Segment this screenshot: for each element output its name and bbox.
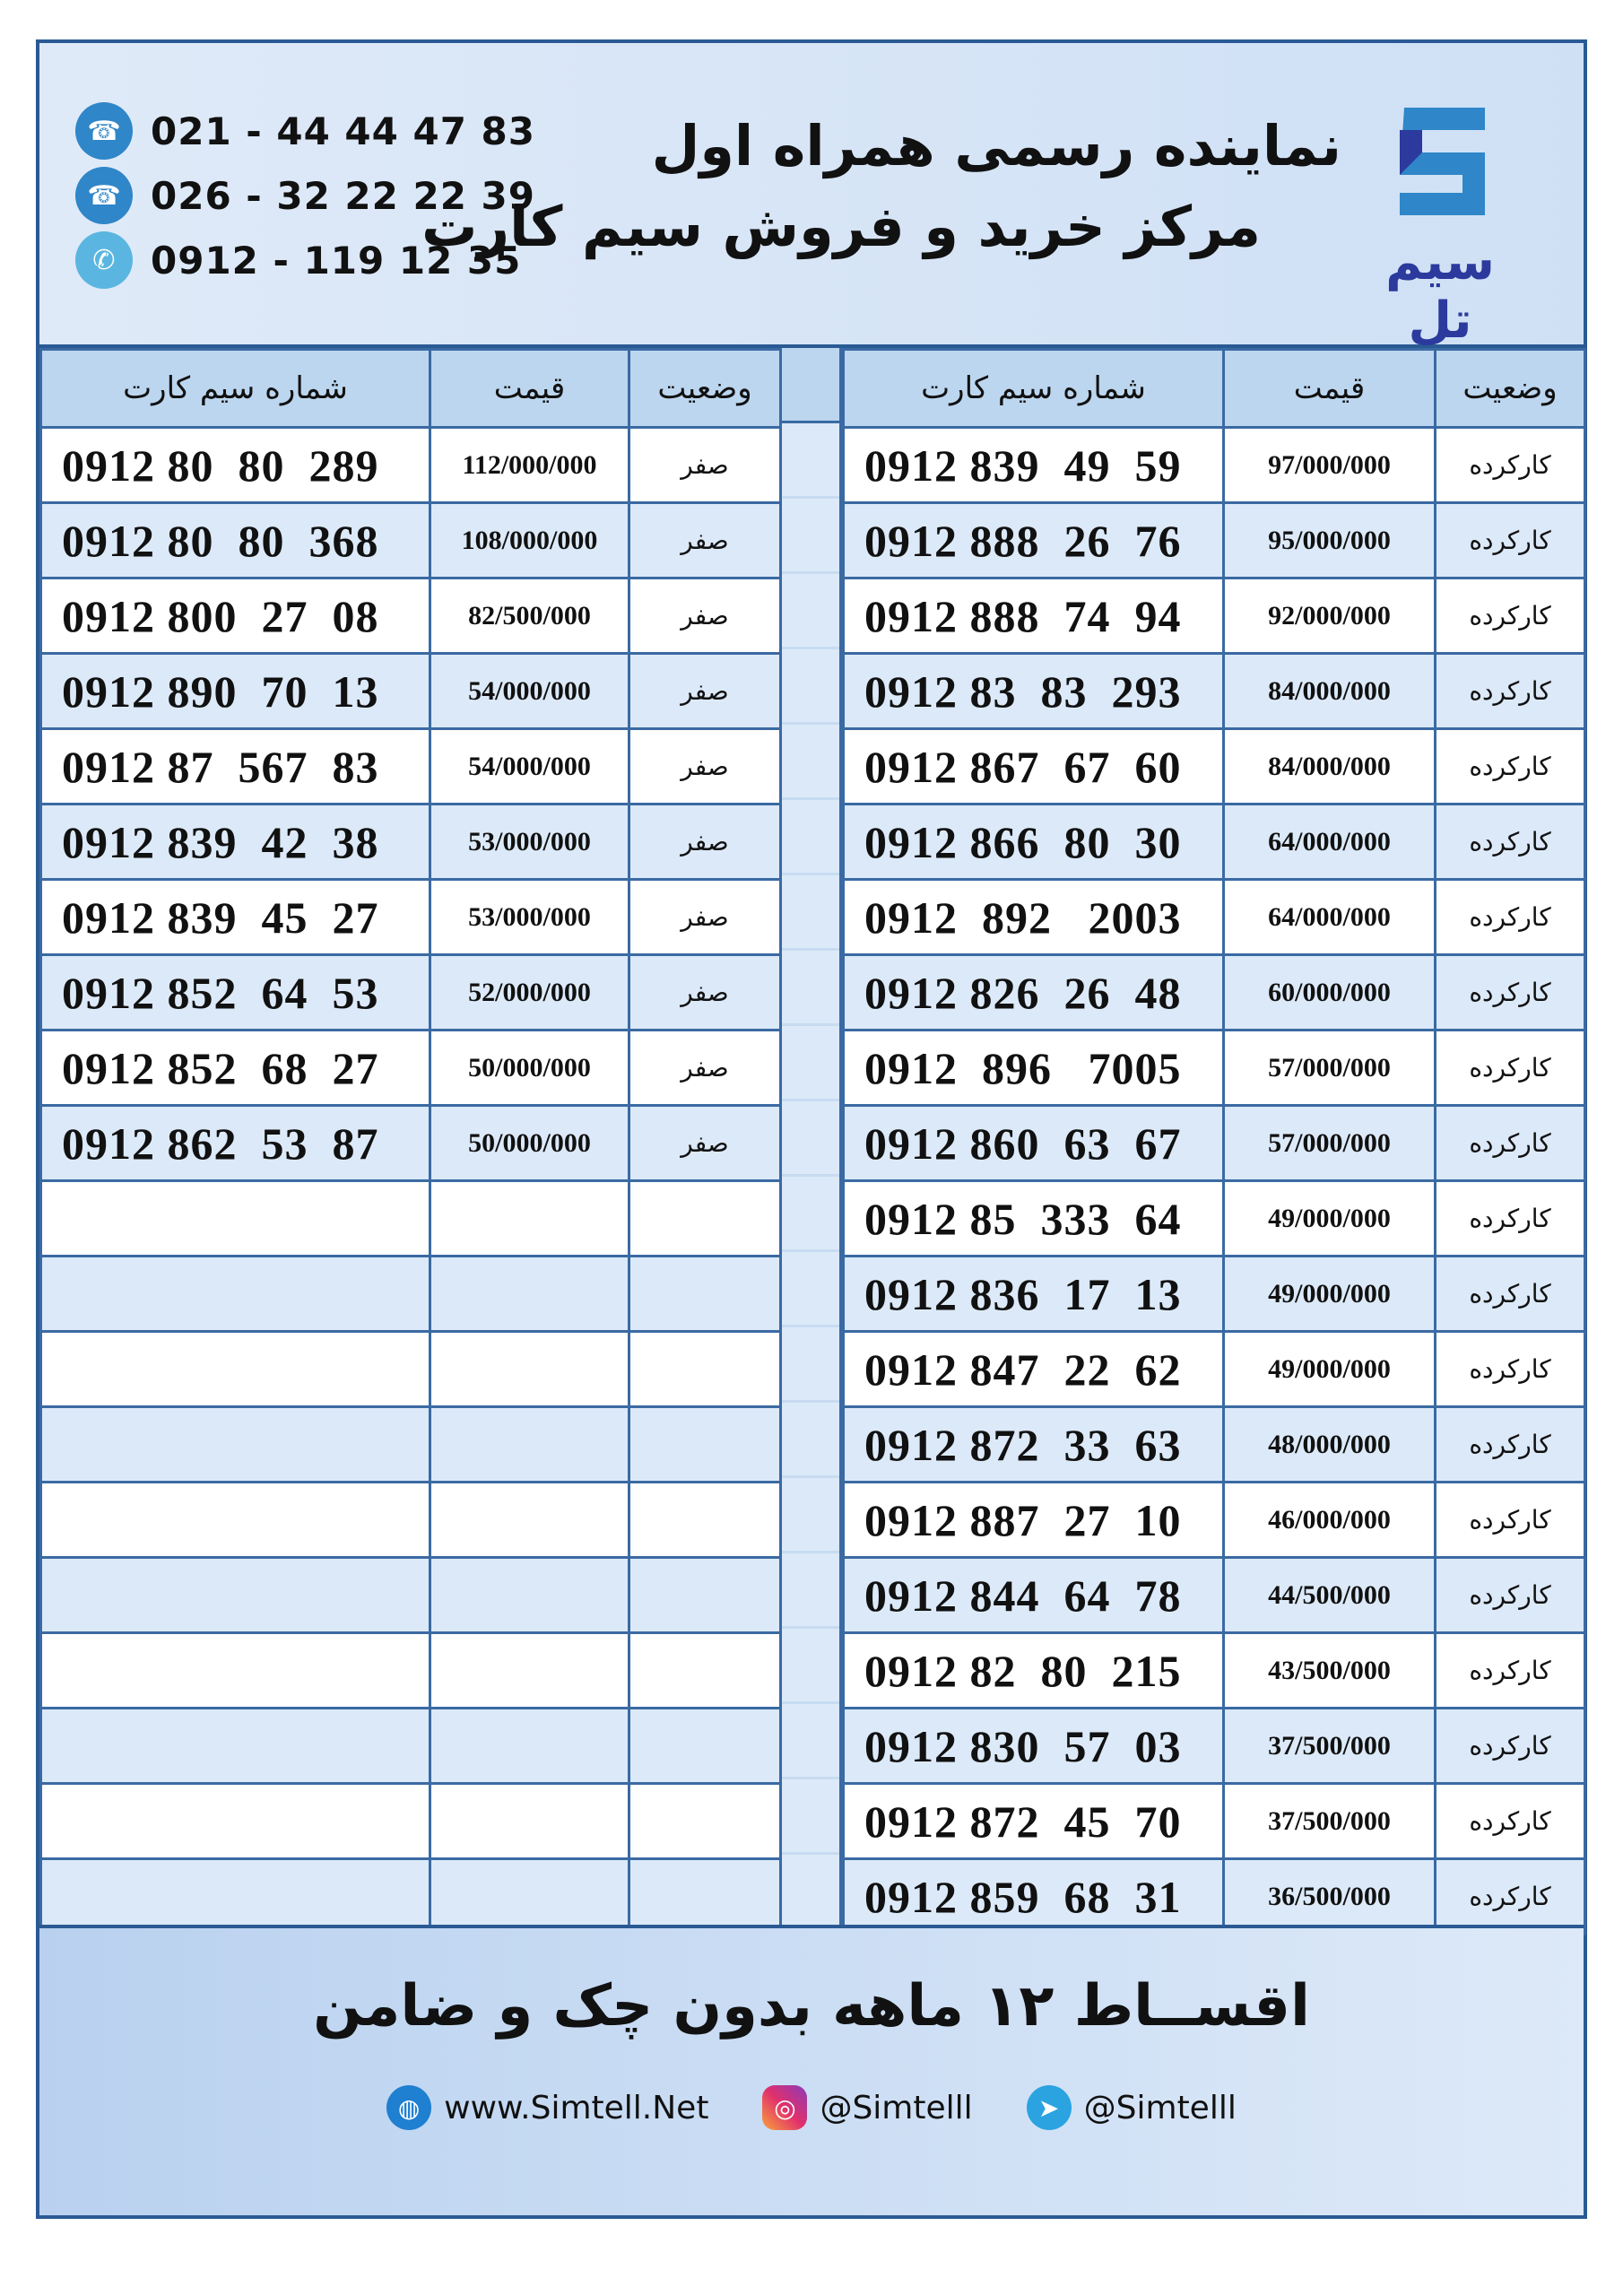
status-cell: صفر	[629, 729, 781, 804]
status-cell	[629, 1181, 781, 1257]
price-list-sheet	[36, 39, 1587, 2219]
status-cell: کارکرده	[1436, 955, 1585, 1031]
table-row	[41, 428, 781, 503]
logo	[1350, 99, 1530, 350]
sim-number: 0912 800 27 08	[41, 578, 430, 654]
sim-number: 0912 872 33 63	[844, 1407, 1224, 1483]
table-row	[41, 1257, 781, 1332]
status-cell: صفر	[629, 880, 781, 955]
sim-number: 0912 826 26 48	[844, 955, 1224, 1031]
sim-number: 0912 896 7005	[844, 1031, 1224, 1106]
table-row	[844, 1407, 1585, 1483]
zero-sim-table	[39, 348, 782, 1935]
table-row	[41, 880, 781, 955]
column-header-price: قیمت	[1224, 350, 1436, 428]
sim-number: 0912 860 63 67	[844, 1106, 1224, 1181]
tables-area	[39, 348, 1584, 1928]
status-cell	[629, 1558, 781, 1633]
price-cell	[430, 1257, 629, 1332]
sim-number: 0912 866 80 30	[844, 804, 1224, 880]
sim-number: 0912 867 67 60	[844, 729, 1224, 804]
logo-text: سیم تل	[1385, 233, 1495, 350]
status-cell: صفر	[629, 428, 781, 503]
status-cell: کارکرده	[1436, 1558, 1585, 1633]
table-row	[41, 1558, 781, 1633]
status-cell	[629, 1407, 781, 1483]
mobile-phone-icon: ✆	[75, 231, 133, 289]
table-row	[844, 1633, 1585, 1709]
price-cell: 43/500/000	[1224, 1633, 1436, 1709]
price-cell: 64/000/000	[1224, 804, 1436, 880]
price-cell: 57/000/000	[1224, 1031, 1436, 1106]
sim-number: 0912 862 53 87	[41, 1106, 430, 1181]
sim-number	[41, 1709, 430, 1784]
price-cell: 108/000/000	[430, 503, 629, 578]
telegram-handle: @Simtelll	[1083, 2089, 1237, 2126]
page-subtitle: مرکز خرید و فروش سیم کارت	[421, 194, 1261, 259]
table-row	[41, 503, 781, 578]
table-row	[844, 955, 1585, 1031]
status-cell: کارکرده	[1436, 1181, 1585, 1257]
price-cell: 54/000/000	[430, 729, 629, 804]
contact-number: 021 - 44 44 47 83	[151, 109, 536, 153]
column-header-status: وضعیت	[1436, 350, 1585, 428]
table-row	[41, 654, 781, 729]
status-cell: کارکرده	[1436, 654, 1585, 729]
price-cell: 92/000/000	[1224, 578, 1436, 654]
status-cell: کارکرده	[1436, 1784, 1585, 1859]
status-cell: کارکرده	[1436, 880, 1585, 955]
price-cell: 50/000/000	[430, 1031, 629, 1106]
status-cell	[629, 1709, 781, 1784]
price-cell: 54/000/000	[430, 654, 629, 729]
price-cell: 50/000/000	[430, 1106, 629, 1181]
price-cell: 52/000/000	[430, 955, 629, 1031]
telegram-link[interactable]	[1027, 2085, 1237, 2130]
price-cell: 36/500/000	[1224, 1859, 1436, 1935]
table-row	[844, 880, 1585, 955]
price-cell: 112/000/000	[430, 428, 629, 503]
zero-sim-table-body	[41, 428, 781, 1935]
table-row	[844, 503, 1585, 578]
table-row	[844, 1257, 1585, 1332]
phone-icon: ☎	[75, 167, 133, 224]
status-cell	[629, 1633, 781, 1709]
table-row	[41, 729, 781, 804]
price-cell: 49/000/000	[1224, 1332, 1436, 1407]
status-cell: کارکرده	[1436, 1407, 1585, 1483]
status-cell: کارکرده	[1436, 729, 1585, 804]
price-cell	[430, 1483, 629, 1558]
sim-number	[41, 1332, 430, 1407]
price-cell: 37/500/000	[1224, 1784, 1436, 1859]
price-cell: 49/000/000	[1224, 1181, 1436, 1257]
price-cell	[430, 1332, 629, 1407]
status-cell: کارکرده	[1436, 428, 1585, 503]
table-row	[844, 428, 1585, 503]
table-row	[41, 578, 781, 654]
status-cell: کارکرده	[1436, 503, 1585, 578]
price-cell: 37/500/000	[1224, 1709, 1436, 1784]
price-cell	[430, 1784, 629, 1859]
table-row	[41, 1859, 781, 1935]
price-cell: 48/000/000	[1224, 1407, 1436, 1483]
status-cell: کارکرده	[1436, 1332, 1585, 1407]
status-cell	[629, 1859, 781, 1935]
table-row	[41, 1483, 781, 1558]
telegram-icon: ➤	[1027, 2085, 1072, 2130]
sim-number	[41, 1407, 430, 1483]
sim-number: 0912 83 83 293	[844, 654, 1224, 729]
price-cell	[430, 1709, 629, 1784]
table-row	[41, 1031, 781, 1106]
status-cell	[629, 1483, 781, 1558]
sim-number: 0912 839 49 59	[844, 428, 1224, 503]
sim-number	[41, 1784, 430, 1859]
column-header-number: شماره سیم کارت	[844, 350, 1224, 428]
header	[39, 43, 1584, 348]
status-cell: کارکرده	[1436, 804, 1585, 880]
status-cell: صفر	[629, 654, 781, 729]
sim-number: 0912 888 26 76	[844, 503, 1224, 578]
price-cell: 49/000/000	[1224, 1257, 1436, 1332]
column-header-number: شماره سیم کارت	[41, 350, 430, 428]
status-cell: کارکرده	[1436, 1633, 1585, 1709]
price-cell	[430, 1859, 629, 1935]
status-cell	[629, 1332, 781, 1407]
sim-number	[41, 1859, 430, 1935]
price-cell	[430, 1181, 629, 1257]
status-cell: صفر	[629, 955, 781, 1031]
status-cell: کارکرده	[1436, 1257, 1585, 1332]
page-title: نماینده رسمی همراه اول	[651, 113, 1341, 178]
table-row	[844, 1332, 1585, 1407]
table-row	[844, 729, 1585, 804]
column-header-price: قیمت	[430, 350, 629, 428]
sim-number: 0912 839 45 27	[41, 880, 430, 955]
status-cell: کارکرده	[1436, 1483, 1585, 1558]
sim-number: 0912 85 333 64	[844, 1181, 1224, 1257]
globe-icon: ◍	[386, 2085, 431, 2130]
sim-number: 0912 80 80 289	[41, 428, 430, 503]
table-row	[41, 1633, 781, 1709]
sim-number: 0912 836 17 13	[844, 1257, 1224, 1332]
sim-number: 0912 859 68 31	[844, 1859, 1224, 1935]
table-row	[41, 955, 781, 1031]
table-row	[844, 1181, 1585, 1257]
table-row	[41, 1332, 781, 1407]
price-cell	[430, 1633, 629, 1709]
status-cell: کارکرده	[1436, 1859, 1585, 1935]
sim-number: 0912 847 22 62	[844, 1332, 1224, 1407]
table-row	[844, 1859, 1585, 1935]
sim-number: 0912 87 567 83	[41, 729, 430, 804]
sim-number	[41, 1558, 430, 1633]
sim-number: 0912 888 74 94	[844, 578, 1224, 654]
status-cell	[629, 1257, 781, 1332]
table-row	[844, 1558, 1585, 1633]
table-separator-header	[782, 348, 839, 423]
price-cell: 46/000/000	[1224, 1483, 1436, 1558]
social-links	[39, 2085, 1584, 2130]
table-row	[41, 804, 781, 880]
table-row	[844, 804, 1585, 880]
status-cell: کارکرده	[1436, 1031, 1585, 1106]
price-cell: 53/000/000	[430, 804, 629, 880]
sim-number	[41, 1483, 430, 1558]
table-separator	[779, 348, 842, 1928]
price-cell: 82/500/000	[430, 578, 629, 654]
sim-number: 0912 887 27 10	[844, 1483, 1224, 1558]
table-row	[41, 1181, 781, 1257]
used-sim-table	[842, 348, 1586, 1935]
sim-number: 0912 830 57 03	[844, 1709, 1224, 1784]
price-cell	[430, 1558, 629, 1633]
status-cell: صفر	[629, 1106, 781, 1181]
price-cell: 97/000/000	[1224, 428, 1436, 503]
logo-mark-icon	[1350, 99, 1530, 233]
table-row	[41, 1784, 781, 1859]
price-cell: 84/000/000	[1224, 729, 1436, 804]
header-titles	[421, 106, 1341, 267]
table-row	[844, 578, 1585, 654]
status-cell: صفر	[629, 503, 781, 578]
status-cell: صفر	[629, 578, 781, 654]
status-cell: صفر	[629, 804, 781, 880]
footer	[39, 1925, 1584, 2215]
sim-number: 0912 852 64 53	[41, 955, 430, 1031]
status-cell: صفر	[629, 1031, 781, 1106]
table-row	[844, 1031, 1585, 1106]
price-cell: 95/000/000	[1224, 503, 1436, 578]
sim-number: 0912 852 68 27	[41, 1031, 430, 1106]
contact-number: 026 - 32 22 22 39	[151, 173, 536, 218]
table-row	[844, 1106, 1585, 1181]
sim-number	[41, 1181, 430, 1257]
price-cell: 84/000/000	[1224, 654, 1436, 729]
status-cell: کارکرده	[1436, 578, 1585, 654]
price-cell: 60/000/000	[1224, 955, 1436, 1031]
contact-number: 0912 - 119 12 35	[151, 238, 522, 283]
used-sim-table-body	[844, 428, 1585, 1935]
status-cell: کارکرده	[1436, 1106, 1585, 1181]
price-cell: 57/000/000	[1224, 1106, 1436, 1181]
table-row	[41, 1709, 781, 1784]
sim-number: 0912 844 64 78	[844, 1558, 1224, 1633]
table-row	[844, 1784, 1585, 1859]
price-cell: 53/000/000	[430, 880, 629, 955]
website-link[interactable]	[386, 2085, 708, 2130]
sim-number: 0912 892 2003	[844, 880, 1224, 955]
column-header-status: وضعیت	[629, 350, 781, 428]
table-row	[844, 1709, 1585, 1784]
sim-number: 0912 82 80 215	[844, 1633, 1224, 1709]
sim-number: 0912 872 45 70	[844, 1784, 1224, 1859]
website-text: www.Simtell.Net	[444, 2089, 709, 2126]
price-cell: 64/000/000	[1224, 880, 1436, 955]
instagram-link[interactable]	[762, 2085, 972, 2130]
table-row	[844, 654, 1585, 729]
sim-number: 0912 839 42 38	[41, 804, 430, 880]
sim-number	[41, 1257, 430, 1332]
instagram-handle: @Simtelll	[820, 2089, 973, 2126]
instagram-icon: ◎	[762, 2085, 807, 2130]
price-cell	[430, 1407, 629, 1483]
sim-number	[41, 1633, 430, 1709]
sim-number: 0912 890 70 13	[41, 654, 430, 729]
table-row	[844, 1483, 1585, 1558]
sim-number: 0912 80 80 368	[41, 503, 430, 578]
status-cell	[629, 1784, 781, 1859]
table-row	[41, 1106, 781, 1181]
phone-icon: ☎	[75, 102, 133, 160]
price-cell: 44/500/000	[1224, 1558, 1436, 1633]
table-row	[41, 1407, 781, 1483]
installment-banner: اقســاط ۱۲ ماهه بدون چک و ضامن	[313, 1973, 1310, 2039]
status-cell: کارکرده	[1436, 1709, 1585, 1784]
